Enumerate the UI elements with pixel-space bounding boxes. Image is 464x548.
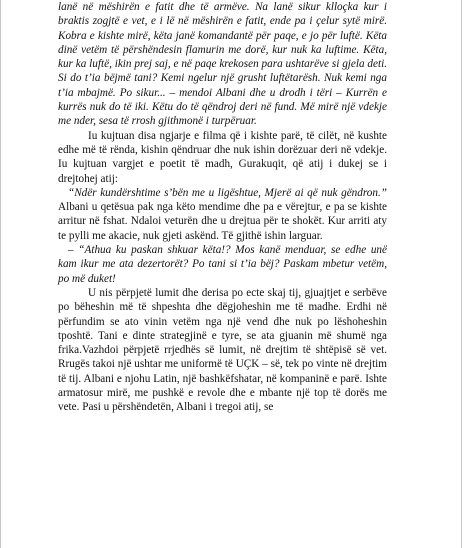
paragraph-4: – “Athua ku paskan shkuar këta!? Mos kanë menduar, se edhe unë kam ikur me ata dezertorët? Po tani si t’ia bëj? Paskam mbetur vetëm, po më duket! xyxy=(58,244,387,285)
paragraph-1: lanë në mëshirën e fatit dhe të armëve. Na lanë sikur klloçka kur i braktis zogjtë e vet, e i lë në mëshirën e fatit, ende pa i çelur sytë mirë. Kobra e kishte mirë, këta janë komandantë për paqe, e jo për luftë. Këta dinë vetëm të përshëndesin flamurin me dorë, kur nuk ka luftime. Këta, kur ka luftë, ikin prej saj, e në paqe krekosen para ushtarëve si gjela deti. Si do t’ia bëjmë tani? Kemi ngelur një grusht luftëtarësh. Nuk kemi nga t’ia mbajmë. Po sikur... – mendoi Albani dhe u drodh i tëri – Kurrën e kurrës nuk do të iki. Këtu do të qëndroj deri në fund. Më mirë një vdekje me nder, sesa të rrosh gjithmonë i turpëruar. xyxy=(58,1,387,128)
verse-quote: “Ndër kundërshtime s’bën me u ligështue, Mjerë ai që nuk gëndron.” xyxy=(68,186,387,199)
paragraph-3 xyxy=(58,186,387,243)
paragraph-5: U nis përpjetë lumit dhe derisa po ecte skaj tij, gjuajtjet e serbëve po bëheshin më të shpeshta dhe dëgjoheshin me të madhe. Erdhi në përfundim se ato vinin vetëm nga një vend dhe nuk po lëshoheshin tposhtë. Tani e dinte strategjinë e tyre, se ata gjuanin më shumë nga frika.Vazhdoi përpjetë rrjedhës së lumit, në drejtim të shtëpisë së vet. Rrugës takoi një ushtar me uniformë të UÇK – së, tek po vinte në drejtim të tij. Albani e njohu Latin, një bashkëfshatar, në kompaninë e parë. Ishte armatosur mirë, me pushkë e revole dhe e mbante një top të dorës me vete. Pasi u përshëndetën, Albani i tregoi atij, se xyxy=(58,286,387,414)
paragraph-2: Iu kujtuan disa ngjarje e filma që i kishte parë, të cilët, në kushte edhe më të rënda, kishin qëndruar dhe nuk ishin dorëzuar deri në vdekje. Iu kujtuan vargjet e poetit të madh, Gurakuqit, që atij i dukej se i drejtohej atij: xyxy=(58,129,387,185)
paragraph-3-text: Albani u qetësua pak nga këto mendime dhe pa e vërejtur, e pa se kishte arritur në fshat. Ndaloi veturën dhe u drejtua për te shokët. Kur arriti aty te pylli me akacie, nuk gjeti askënd. Të gjithë ishin larguar. xyxy=(58,201,387,242)
page-text xyxy=(58,0,387,415)
